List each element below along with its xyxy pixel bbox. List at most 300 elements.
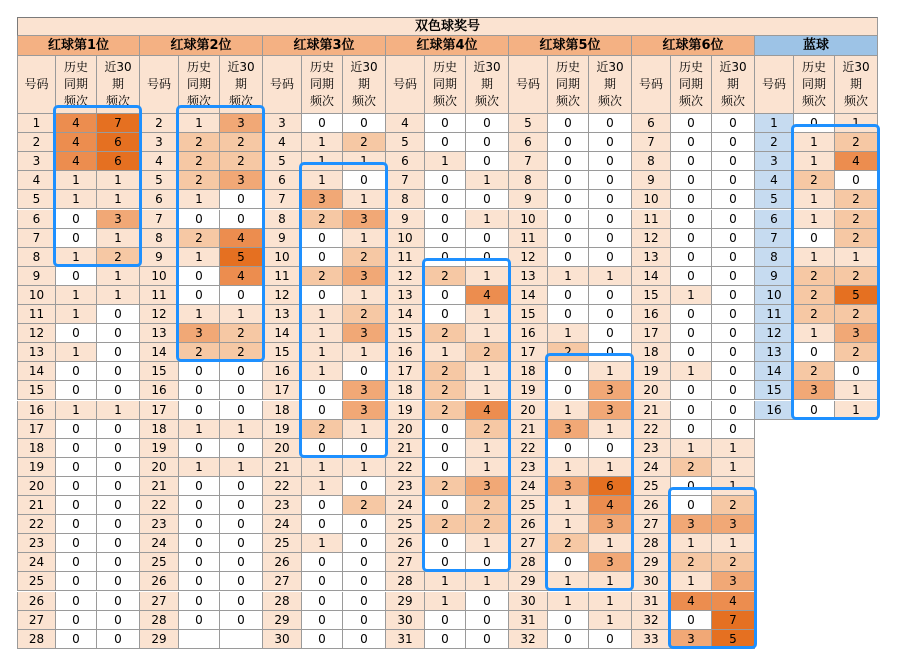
history-frequency: 0 [179, 210, 220, 229]
recent-frequency: 1 [466, 210, 509, 229]
recent-frequency: 3 [220, 114, 263, 133]
ball-number: 6 [509, 133, 548, 152]
history-frequency: 1 [671, 439, 712, 458]
recent-frequency: 1 [466, 324, 509, 343]
history-frequency: 0 [671, 305, 712, 324]
history-frequency: 1 [302, 343, 343, 362]
ball-number: 22 [632, 420, 671, 439]
recent-frequency: 3 [712, 515, 755, 534]
ball-number: 22 [140, 496, 179, 515]
ball-number: 4 [386, 114, 425, 133]
subheader-recent-line: 期 [357, 77, 370, 91]
ball-number: 28 [386, 572, 425, 591]
recent-frequency: 2 [466, 420, 509, 439]
recent-frequency: 3 [343, 210, 386, 229]
recent-frequency: 0 [712, 133, 755, 152]
history-frequency: 0 [179, 381, 220, 400]
recent-frequency: 0 [97, 458, 140, 477]
history-frequency: 0 [425, 420, 466, 439]
history-frequency: 4 [671, 592, 712, 611]
recent-frequency: 2 [220, 133, 263, 152]
recent-frequency: 0 [220, 515, 263, 534]
recent-frequency: 0 [343, 362, 386, 381]
history-frequency: 1 [548, 324, 589, 343]
ball-number: 8 [140, 229, 179, 248]
ball-number: 25 [263, 534, 302, 553]
history-frequency: 0 [548, 171, 589, 190]
recent-frequency: 1 [835, 401, 878, 420]
ball-number: 9 [140, 248, 179, 267]
ball-number: 13 [263, 305, 302, 324]
recent-frequency: 1 [343, 190, 386, 209]
recent-frequency: 0 [466, 592, 509, 611]
history-frequency: 1 [56, 343, 97, 362]
history-frequency: 0 [425, 248, 466, 267]
history-frequency: 0 [302, 439, 343, 458]
history-frequency: 3 [548, 420, 589, 439]
ball-number: 26 [632, 496, 671, 515]
ball-number: 13 [755, 343, 794, 362]
ball-number: 20 [140, 458, 179, 477]
recent-frequency: 0 [712, 267, 755, 286]
history-frequency: 1 [425, 572, 466, 591]
history-frequency: 0 [548, 133, 589, 152]
subheader-hist-line: 同期 [555, 77, 580, 91]
recent-frequency: 1 [835, 381, 878, 400]
recent-frequency: 6 [97, 133, 140, 152]
recent-frequency: 0 [343, 572, 386, 591]
ball-number: 28 [17, 630, 56, 649]
subheader-hist [56, 56, 97, 114]
recent-frequency: 0 [343, 515, 386, 534]
recent-frequency: 0 [835, 362, 878, 381]
ball-number: 21 [509, 420, 548, 439]
recent-frequency: 2 [835, 133, 878, 152]
history-frequency: 2 [794, 362, 835, 381]
ball-number: 14 [386, 305, 425, 324]
recent-frequency: 1 [712, 439, 755, 458]
history-frequency: 0 [56, 439, 97, 458]
recent-frequency: 0 [589, 133, 632, 152]
history-frequency: 0 [548, 286, 589, 305]
history-frequency: 0 [671, 401, 712, 420]
ball-number: 22 [263, 477, 302, 496]
recent-frequency: 0 [343, 171, 386, 190]
recent-frequency: 0 [97, 592, 140, 611]
subheader-recent-line: 近30 [842, 60, 870, 74]
recent-frequency: 1 [220, 458, 263, 477]
ball-number: 6 [17, 210, 56, 229]
recent-frequency: 0 [712, 190, 755, 209]
history-frequency: 1 [548, 572, 589, 591]
history-frequency: 0 [671, 133, 712, 152]
subheader-recent [466, 56, 509, 114]
recent-frequency: 0 [466, 630, 509, 649]
history-frequency: 0 [302, 553, 343, 572]
history-frequency: 1 [56, 305, 97, 324]
recent-frequency: 6 [589, 477, 632, 496]
recent-frequency: 0 [343, 630, 386, 649]
history-frequency: 1 [794, 248, 835, 267]
history-frequency: 1 [302, 362, 343, 381]
history-frequency: 2 [548, 534, 589, 553]
ball-number: 20 [632, 381, 671, 400]
history-frequency: 0 [302, 496, 343, 515]
ball-number: 18 [386, 381, 425, 400]
subheader-hist [548, 56, 589, 114]
ball-number: 13 [386, 286, 425, 305]
history-frequency: 0 [56, 630, 97, 649]
recent-frequency: 3 [343, 381, 386, 400]
recent-frequency: 0 [220, 572, 263, 591]
ball-number: 23 [632, 439, 671, 458]
subheader-code [140, 56, 179, 114]
recent-frequency: 0 [97, 324, 140, 343]
recent-frequency: 1 [343, 286, 386, 305]
history-frequency: 2 [179, 343, 220, 362]
ball-number: 13 [140, 324, 179, 343]
history-frequency: 1 [302, 324, 343, 343]
subheader-recent [220, 56, 263, 114]
ball-number: 9 [263, 229, 302, 248]
history-frequency: 2 [425, 362, 466, 381]
history-frequency: 2 [794, 305, 835, 324]
recent-frequency: 2 [835, 229, 878, 248]
ball-number: 22 [509, 439, 548, 458]
history-frequency: 2 [425, 267, 466, 286]
ball-number: 15 [632, 286, 671, 305]
history-frequency: 0 [548, 152, 589, 171]
recent-frequency: 0 [589, 190, 632, 209]
history-frequency: 0 [179, 611, 220, 630]
recent-frequency: 1 [466, 362, 509, 381]
history-frequency: 0 [179, 534, 220, 553]
ball-number: 15 [509, 305, 548, 324]
recent-frequency: 0 [466, 611, 509, 630]
history-frequency: 0 [302, 611, 343, 630]
recent-frequency: 1 [466, 439, 509, 458]
subheader-code [632, 56, 671, 114]
history-frequency: 0 [671, 381, 712, 400]
ball-number: 12 [632, 229, 671, 248]
ball-number: 23 [140, 515, 179, 534]
recent-frequency: 1 [466, 267, 509, 286]
history-frequency: 0 [425, 114, 466, 133]
ball-number: 15 [140, 362, 179, 381]
recent-frequency [220, 630, 263, 649]
ball-number: 27 [17, 611, 56, 630]
recent-frequency: 2 [343, 305, 386, 324]
ball-number: 6 [632, 114, 671, 133]
recent-frequency: 0 [712, 381, 755, 400]
recent-frequency: 4 [589, 496, 632, 515]
ball-number: 27 [140, 592, 179, 611]
recent-frequency: 3 [589, 381, 632, 400]
recent-frequency: 0 [220, 190, 263, 209]
ball-number: 26 [263, 553, 302, 572]
recent-frequency: 0 [97, 477, 140, 496]
history-frequency: 1 [671, 534, 712, 553]
ball-number: 26 [140, 572, 179, 591]
history-frequency: 0 [302, 229, 343, 248]
subheader-code [509, 56, 548, 114]
history-frequency: 0 [56, 572, 97, 591]
history-frequency: 0 [794, 401, 835, 420]
recent-frequency: 5 [220, 248, 263, 267]
ball-number: 19 [632, 362, 671, 381]
ball-number: 21 [386, 439, 425, 458]
recent-frequency: 5 [835, 286, 878, 305]
subheader-recent-line: 期 [480, 77, 493, 91]
ball-number: 17 [509, 343, 548, 362]
ball-number: 19 [386, 401, 425, 420]
ball-number: 13 [509, 267, 548, 286]
ball-number: 3 [17, 152, 56, 171]
recent-frequency: 0 [589, 152, 632, 171]
subheader-recent-line: 期 [849, 77, 862, 91]
ball-number: 14 [755, 362, 794, 381]
recent-frequency: 1 [589, 420, 632, 439]
history-frequency: 2 [425, 477, 466, 496]
ball-number: 26 [17, 592, 56, 611]
recent-frequency: 0 [220, 381, 263, 400]
recent-frequency: 1 [343, 229, 386, 248]
recent-frequency: 1 [466, 534, 509, 553]
subheader-code-label: 号码 [24, 77, 49, 91]
recent-frequency: 0 [589, 439, 632, 458]
history-frequency: 0 [425, 171, 466, 190]
recent-frequency: 3 [835, 324, 878, 343]
ball-number: 19 [140, 439, 179, 458]
history-frequency: 0 [302, 515, 343, 534]
history-frequency: 0 [179, 267, 220, 286]
ball-number: 20 [17, 477, 56, 496]
history-frequency: 0 [425, 458, 466, 477]
ball-number: 9 [17, 267, 56, 286]
recent-frequency: 1 [343, 343, 386, 362]
ball-number: 23 [509, 458, 548, 477]
history-frequency: 1 [425, 343, 466, 362]
ball-number: 10 [509, 210, 548, 229]
ball-number: 4 [263, 133, 302, 152]
history-frequency: 0 [179, 401, 220, 420]
history-frequency: 0 [56, 458, 97, 477]
history-frequency: 0 [671, 171, 712, 190]
history-frequency: 0 [302, 630, 343, 649]
recent-frequency: 3 [589, 401, 632, 420]
ball-number: 13 [17, 343, 56, 362]
ball-number: 7 [755, 229, 794, 248]
history-frequency: 1 [179, 190, 220, 209]
ball-number: 21 [17, 496, 56, 515]
subheader-code-label: 号码 [269, 77, 294, 91]
ball-number: 17 [17, 420, 56, 439]
history-frequency: 0 [302, 401, 343, 420]
ball-number: 33 [632, 630, 671, 649]
recent-frequency: 7 [712, 611, 755, 630]
history-frequency: 0 [548, 381, 589, 400]
ball-number: 18 [263, 401, 302, 420]
recent-frequency: 0 [220, 534, 263, 553]
recent-frequency: 0 [712, 114, 755, 133]
history-frequency: 2 [179, 133, 220, 152]
recent-frequency: 1 [712, 458, 755, 477]
history-frequency: 0 [56, 496, 97, 515]
recent-frequency: 1 [466, 305, 509, 324]
ball-number: 16 [632, 305, 671, 324]
subheader-recent-line: 频次 [228, 94, 253, 108]
ball-number: 19 [17, 458, 56, 477]
ball-number: 25 [632, 477, 671, 496]
history-frequency: 1 [56, 248, 97, 267]
recent-frequency: 0 [712, 152, 755, 171]
ball-number: 12 [140, 305, 179, 324]
recent-frequency: 1 [835, 114, 878, 133]
subheader-code-label: 号码 [392, 77, 417, 91]
history-frequency: 0 [671, 190, 712, 209]
history-frequency: 0 [671, 152, 712, 171]
ball-number: 18 [17, 439, 56, 458]
ball-number: 20 [386, 420, 425, 439]
history-frequency: 0 [302, 114, 343, 133]
history-frequency: 1 [794, 133, 835, 152]
history-frequency: 0 [671, 248, 712, 267]
history-frequency: 0 [425, 496, 466, 515]
history-frequency: 0 [548, 114, 589, 133]
ball-number: 7 [263, 190, 302, 209]
recent-frequency: 2 [220, 324, 263, 343]
ball-number: 10 [386, 229, 425, 248]
recent-frequency: 0 [220, 477, 263, 496]
history-frequency: 1 [302, 305, 343, 324]
recent-frequency: 0 [220, 362, 263, 381]
recent-frequency: 0 [712, 324, 755, 343]
history-frequency: 1 [794, 152, 835, 171]
subheader-recent-line: 频次 [843, 94, 868, 108]
history-frequency: 0 [425, 611, 466, 630]
history-frequency: 0 [56, 210, 97, 229]
history-frequency: 1 [671, 286, 712, 305]
recent-frequency: 1 [97, 229, 140, 248]
ball-number: 17 [140, 401, 179, 420]
ball-number: 24 [140, 534, 179, 553]
recent-frequency: 4 [712, 592, 755, 611]
ball-number: 16 [263, 362, 302, 381]
ball-number: 21 [140, 477, 179, 496]
history-frequency: 0 [671, 611, 712, 630]
ball-number: 4 [755, 171, 794, 190]
recent-frequency: 2 [343, 496, 386, 515]
recent-frequency: 0 [220, 496, 263, 515]
ball-number: 1 [755, 114, 794, 133]
recent-frequency: 4 [466, 401, 509, 420]
ball-number: 7 [386, 171, 425, 190]
ball-number: 32 [632, 611, 671, 630]
ball-number: 14 [509, 286, 548, 305]
ball-number: 9 [632, 171, 671, 190]
subheader-hist-line: 历史 [678, 60, 703, 74]
subheader-recent-line: 近30 [719, 60, 747, 74]
recent-frequency: 1 [712, 534, 755, 553]
recent-frequency: 0 [220, 401, 263, 420]
sheet-title: 双色球奖号 [17, 17, 878, 36]
subheader-hist-line: 同期 [186, 77, 211, 91]
history-frequency: 2 [425, 381, 466, 400]
history-frequency: 0 [56, 267, 97, 286]
ball-number: 2 [17, 133, 56, 152]
recent-frequency: 7 [97, 114, 140, 133]
history-frequency: 2 [302, 267, 343, 286]
ball-number: 18 [632, 343, 671, 362]
ball-number: 29 [386, 592, 425, 611]
recent-frequency: 0 [589, 171, 632, 190]
recent-frequency: 1 [589, 572, 632, 591]
subheader-recent-line: 期 [603, 77, 616, 91]
history-frequency: 1 [179, 458, 220, 477]
history-frequency: 3 [548, 477, 589, 496]
ball-number: 8 [263, 210, 302, 229]
recent-frequency: 4 [220, 229, 263, 248]
ball-number: 12 [755, 324, 794, 343]
recent-frequency: 0 [589, 229, 632, 248]
recent-frequency: 1 [589, 611, 632, 630]
ball-number: 27 [632, 515, 671, 534]
subheader-hist-line: 历史 [432, 60, 457, 74]
subheader-hist-line: 同期 [678, 77, 703, 91]
history-frequency: 3 [671, 630, 712, 649]
ball-number: 25 [17, 572, 56, 591]
subheader-recent-line: 近30 [104, 60, 132, 74]
recent-frequency: 1 [466, 572, 509, 591]
history-frequency: 3 [302, 190, 343, 209]
ball-number: 29 [632, 553, 671, 572]
ball-number: 17 [263, 381, 302, 400]
recent-frequency: 2 [835, 190, 878, 209]
history-frequency: 0 [302, 286, 343, 305]
ball-number: 1 [17, 114, 56, 133]
subheader-recent-line: 期 [234, 77, 247, 91]
ball-number: 4 [140, 152, 179, 171]
ball-number: 11 [140, 286, 179, 305]
group-header: 红球第2位 [140, 36, 263, 56]
recent-frequency: 0 [712, 286, 755, 305]
recent-frequency: 3 [589, 515, 632, 534]
subheader-recent-line: 近30 [350, 60, 378, 74]
history-frequency: 0 [179, 286, 220, 305]
subheader-recent-line: 频次 [720, 94, 745, 108]
history-frequency: 0 [56, 553, 97, 572]
history-frequency: 1 [56, 401, 97, 420]
ball-number: 11 [386, 248, 425, 267]
recent-frequency: 3 [589, 553, 632, 572]
history-frequency: 0 [56, 420, 97, 439]
subheader-recent-line: 频次 [474, 94, 499, 108]
history-frequency: 0 [671, 114, 712, 133]
subheader-recent-line: 近30 [227, 60, 255, 74]
history-frequency: 0 [794, 343, 835, 362]
recent-frequency: 3 [343, 401, 386, 420]
history-frequency: 1 [302, 152, 343, 171]
history-frequency: 2 [179, 152, 220, 171]
ball-number: 11 [755, 305, 794, 324]
ball-number: 11 [263, 267, 302, 286]
ball-number: 12 [386, 267, 425, 286]
recent-frequency: 0 [343, 592, 386, 611]
history-frequency: 0 [425, 553, 466, 572]
recent-frequency: 2 [220, 343, 263, 362]
ball-number: 16 [509, 324, 548, 343]
ball-number: 15 [755, 381, 794, 400]
